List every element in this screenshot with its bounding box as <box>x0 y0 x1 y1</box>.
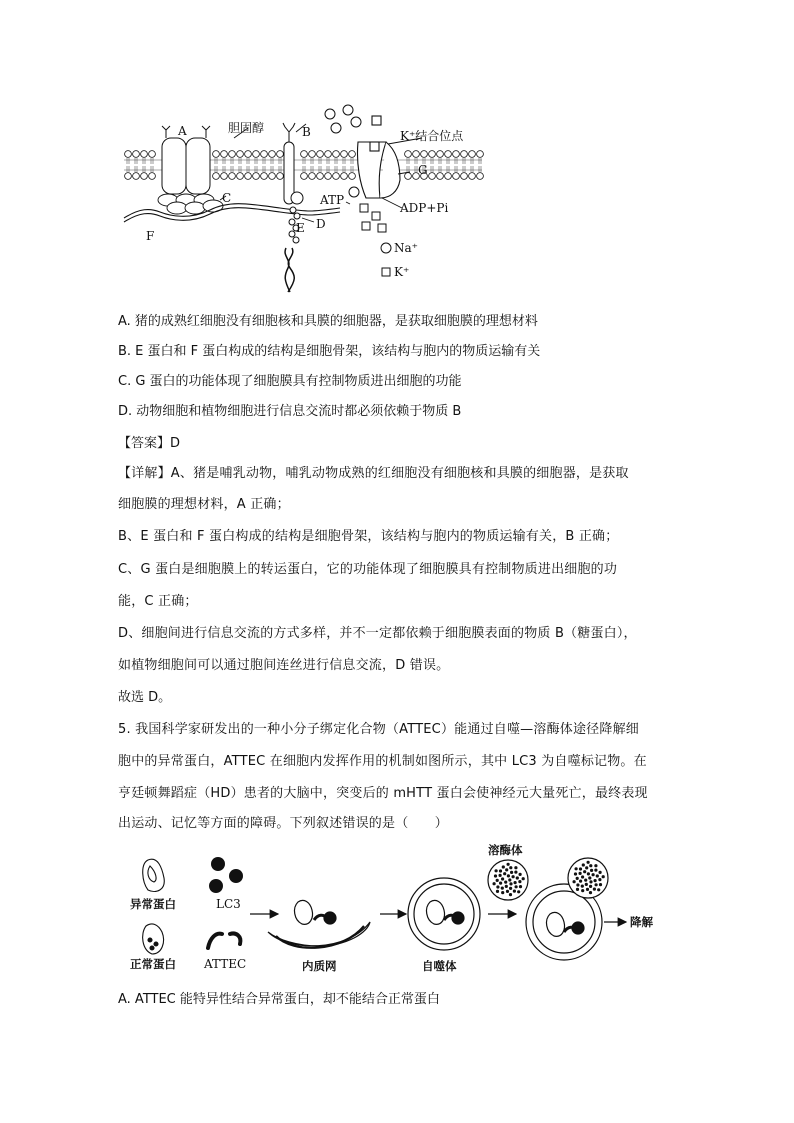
label-e: E <box>296 221 305 235</box>
label-degrade: 降解 <box>630 915 653 929</box>
label-adp: ADP+Pi <box>400 201 449 215</box>
label-attec: ATTEC <box>204 957 247 971</box>
label-normal-protein: 正常蛋白 <box>130 957 176 971</box>
attec-mechanism-diagram <box>118 842 678 978</box>
q4-option-d: D. 动物细胞和植物细胞进行信息交流时都必须依赖于物质 B <box>118 404 462 419</box>
lysosome-icon <box>488 860 528 900</box>
cell-membrane-diagram <box>110 100 490 300</box>
q4-detail-line-4: C、G 蛋白是细胞膜上的转运蛋白，它的功能体现了细胞膜具有控制物质进出细胞的功 <box>118 562 618 577</box>
ions-inside <box>349 187 391 276</box>
q5-stem-line-3: 亨廷顿舞蹈症（HD）患者的大脑中，突变后的 mHTT 蛋白会使神经元大量死亡，最终表现 <box>118 786 648 801</box>
protein-g-pump <box>357 116 400 198</box>
q4-detail-line-1: 【详解】A、猪是哺乳动物，哺乳动物成熟的红细胞没有细胞核和具膜的细胞器，是获取 <box>118 466 629 481</box>
lc3-icon <box>209 857 243 893</box>
label-autophagosome: 自噬体 <box>422 959 457 973</box>
label-atp: ATP <box>320 193 345 207</box>
protein-e-chain <box>285 248 290 292</box>
abnormal-protein-icon <box>143 859 165 891</box>
q4-option-b: B. E 蛋白和 F 蛋白构成的结构是细胞骨架，该结构与胞内的物质运输有关 <box>118 344 541 359</box>
label-cholesterol: 胆固醇 <box>228 121 265 135</box>
na-ions-outside <box>325 105 361 133</box>
protein-f-chain <box>124 204 340 218</box>
attec-icon <box>208 933 240 948</box>
label-a: A <box>178 124 187 138</box>
label-k: K⁺ <box>394 265 410 279</box>
endoplasmic-reticulum-icon <box>268 900 370 947</box>
q4-answer: 【答案】D <box>118 436 181 451</box>
q4-detail-line-2: 细胞膜的理想材料，A 正确； <box>118 497 290 512</box>
q4-option-a: A. 猪的成熟红细胞没有细胞核和具膜的细胞器，是获取细胞膜的理想材料 <box>118 314 538 329</box>
q4-conclusion: 故选 D。 <box>118 690 172 705</box>
normal-protein-icon <box>143 924 164 954</box>
q4-option-c: C. G 蛋白的功能体现了细胞膜具有控制物质进出细胞的功能 <box>118 374 462 389</box>
autophagosome-icon <box>408 878 480 950</box>
label-d: D <box>316 217 326 231</box>
q4-detail-line-6: D、细胞间进行信息交流的方式多样，并不一定都依赖于细胞膜表面的物质 B（糖蛋白）， <box>118 626 637 641</box>
label-g: G <box>418 163 428 177</box>
label-abnormal-protein: 异常蛋白 <box>130 897 176 911</box>
q5-stem-line-2: 胞中的异常蛋白，ATTEC 在细胞内发挥作用的机制如图所示，其中 LC3 为自噬标记物。在 <box>118 754 647 769</box>
q5-stem-line-4: 出运动、记忆等方面的障碍。下列叙述错误的是（ ） <box>118 816 449 831</box>
label-k-site: K⁺结合位点 <box>400 129 464 143</box>
label-na: Na⁺ <box>394 241 418 255</box>
q5-option-a: A. ATTEC 能特异性结合异常蛋白，却不能结合正常蛋白 <box>118 992 440 1007</box>
label-lysosome: 溶酶体 <box>488 843 523 857</box>
q4-detail-line-3: B、E 蛋白和 F 蛋白构成的结构是细胞骨架，该结构与胞内的物质运输有关，B 正确； <box>118 529 619 544</box>
protein-c <box>158 194 223 214</box>
q5-stem-line-1: 5. 我国科学家研发出的一种小分子绑定化合物（ATTEC）能通过自噬—溶酶体途径降解细 <box>118 722 639 737</box>
label-c: C <box>222 191 232 205</box>
q4-detail-line-7: 如植物细胞间可以通过胞间连丝进行信息交流，D 错误。 <box>118 658 450 673</box>
autolysosome-icon <box>526 858 608 960</box>
q4-detail-line-5: 能，C 正确； <box>118 594 198 609</box>
label-f: F <box>146 229 155 243</box>
label-lc3: LC3 <box>216 897 241 911</box>
label-b: B <box>302 125 311 139</box>
label-er: 内质网 <box>302 959 337 973</box>
